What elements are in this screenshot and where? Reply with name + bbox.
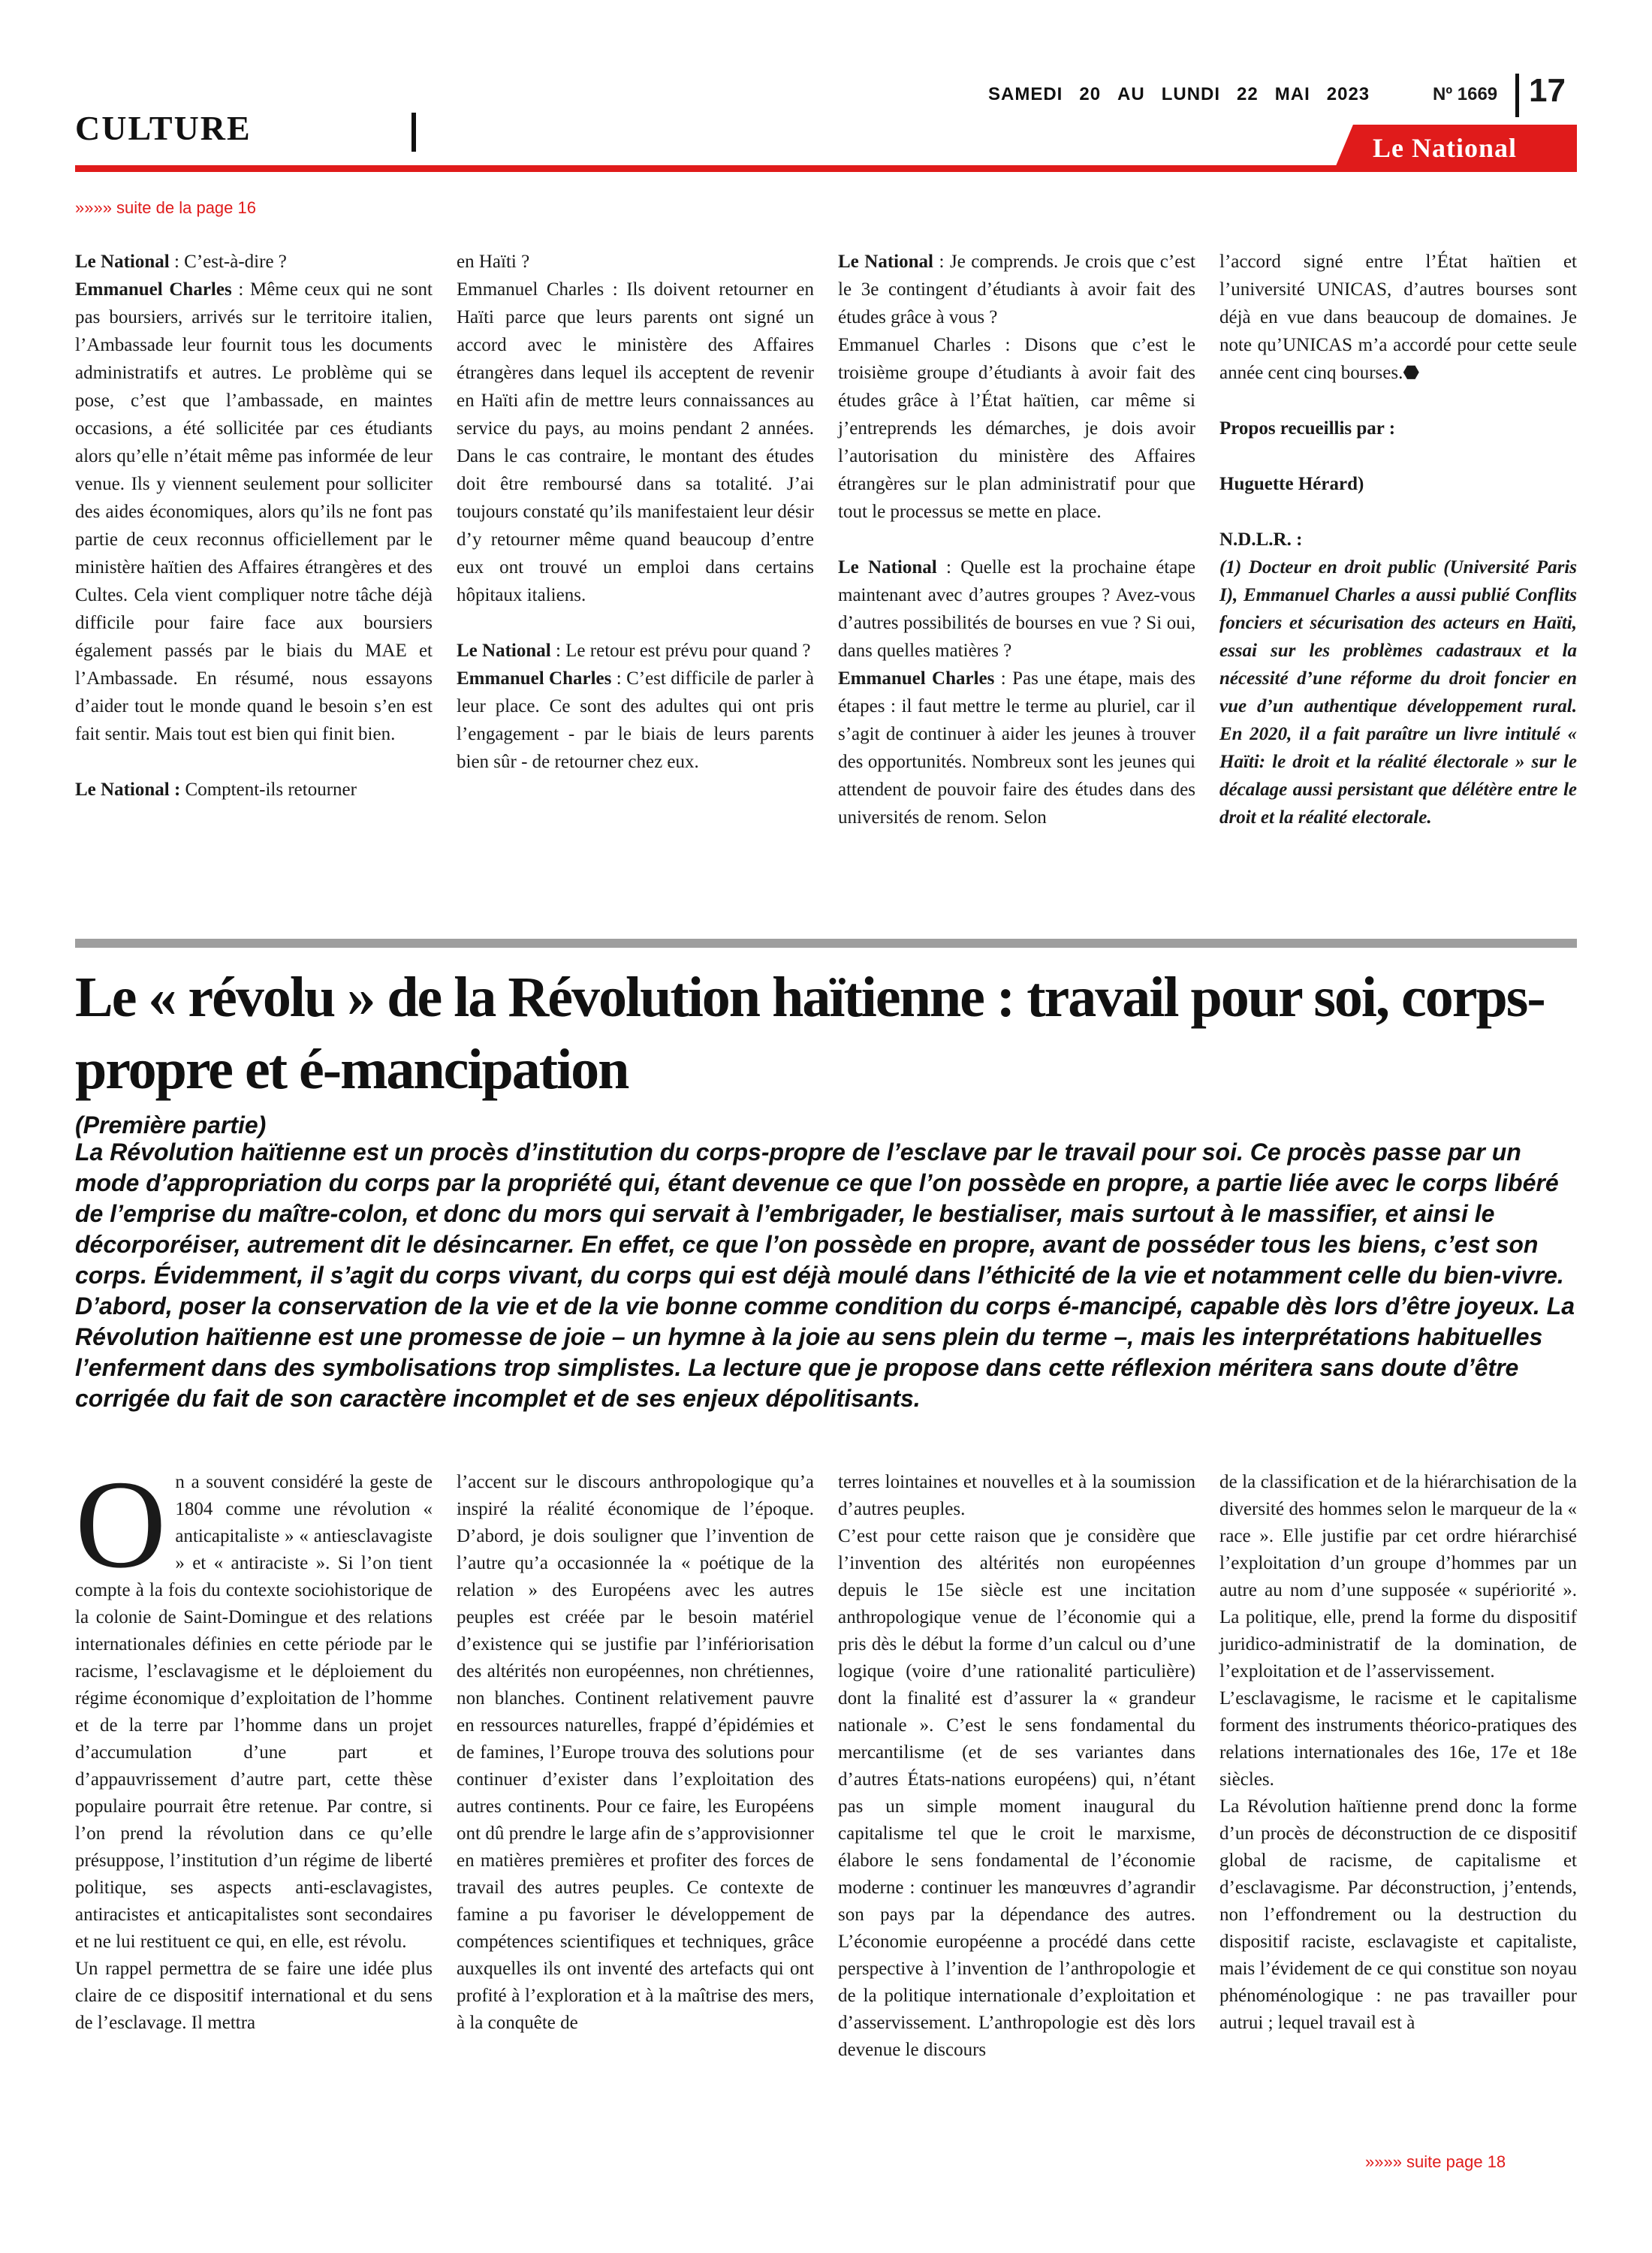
- date-day-1: 20: [1079, 84, 1102, 104]
- section-grey-rule: [75, 939, 1577, 948]
- article-column-3: [838, 1469, 1195, 2064]
- speaker-label: Emmanuel Charles: [838, 668, 995, 689]
- interview-paragraph: [838, 248, 1195, 331]
- paragraph-text: Comptent-ils retourner: [180, 780, 357, 800]
- paragraph-text: : C’est-à-dire ?: [169, 252, 287, 272]
- interview-paragraph: [838, 553, 1195, 665]
- article-title: Le « révolu » de la Révolution haïtienne : travail pour soi, corps-propre et é-mancipation: [75, 966, 1545, 1101]
- interview-paragraph: en Haïti ?: [457, 252, 530, 272]
- article-paragraph: Un rappel permettra de se faire une idée plus claire de ce dispositif international et du sens de l’esclavage. Il mettra: [75, 1959, 433, 2033]
- paragraph-text: : Même ceux qui ne sont pas boursiers, arrivés sur le territoire italien, l’Ambassade leur fournit tous les documents administratifs et autres. Le problème qui se pose, c’est que l’ambassade, en maintes occasions, a été sollicitée par ces étudiants alors qu’elle n’était même pas informée de leur venue. Ils y viennent seulement pour solliciter des aides économiques, alors qu’ils ne font pas partie de ceux reconnus officiellement par le ministère haïtien des Affaires étrangères et des Cultes. Cela vient compliquer notre tâche déjà difficile pour faire face aux boursiers également passés par le biais du MAE et l’Ambassade. En résumé, nous essayons d’aider tout le monde quand le besoin s’en est fait sentir. Mais tout est bien qui finit bien.: [75, 279, 433, 744]
- ndlr-note: (1) Docteur en droit public (Université Paris I), Emmanuel Charles a aussi publié Conflits fonciers et sécurisation des acteurs en Haïti, essai sur les problèmes cadastraux et la nécessité d’une réforme du droit foncier en vue d’un authentique développement rural. En 2020, il a fait paraître un livre intitulé « Haïti: le droit et la réalité électorale » sur le décalage aussi persistant que délétère entre le droit et la réalité electorale.: [1219, 557, 1577, 828]
- interview-paragraph: [75, 776, 433, 804]
- date-weekday-2: LUNDI: [1161, 84, 1221, 104]
- speaker-label: Le National :: [75, 780, 181, 800]
- article-lead: La Révolution haïtienne est un procès d’institution du corps-propre de l’esclave par le travail pour soi. Ce procès passe par un mode d’appropriation du corps par la propriété qui, étant devenue ce que l’on possède en propre, a partie liée avec le corps libéré de l’emprise du maître-colon, et donc du mors qui servait à l’embrigader, le bestialiser, mais surtout à le massifier, et ainsi le décorporéiser, autrement dit le désincarner. En effet, ce que l’on possède en propre, avant de posséder tous les biens, c’est son corps. Évidemment, il s’agit du corps vivant, du corps qui est déjà moulé dans l’éthicité de la vie et notamment celle du bien-vivre. D’abord, poser la conservation de la vie et de la vie bonne comme condition du corps é-mancipé, capable dès lors d’être joyeux. La Révolution haïtienne est une promesse de joie – un hymne à la joie au sens plein du terme –, mais les interprétations habituelles l’enferment dans des symbolisations trop simplistes. La lecture que je propose dans cette réflexion méritera sans doute d’être corrigée du fait de son caractère incomplet et de ses enjeux dépolitisants.: [75, 1139, 1575, 1412]
- article-column-4: [1219, 1469, 1577, 2037]
- credit-name-text: Huguette Hérard): [1219, 474, 1364, 494]
- interview-paragraph: [75, 276, 433, 748]
- credit-label-text: Propos recueillis par :: [1219, 418, 1396, 439]
- speaker-label: Le National: [838, 557, 937, 578]
- article-paragraph: [75, 1455, 433, 1956]
- section-label: CULTURE: [75, 109, 252, 147]
- article-paragraph: C’est pour cette raison que je considère que l’invention des altérités non européennes depuis le 15e siècle est une incitation anthropologique venue de l’économie qui a pris dès le début la forme d’un calcul ou d’une logique (voire d’une rationalité particulière) dont la finalité est d’assurer la « grandeur nationale ». C’est le sens fondamental du mercantilisme (et de ses variantes dans d’autres États-nations européens) qui, n’étant pas un simple moment inaugural du capitalisme tel que le croit le marxisme, élabore le sens fondamental de l’économie moderne : continuer les manœuvres d’agrandir son pays par la dépendance des autres. L’économie européenne a procédé dans cette perspective à l’invention de l’anthropologie et de la politique internationale d’exploitation et d’asservissement. L’anthropologie est dès lors devenue le discours: [838, 1526, 1195, 2060]
- article-paragraph: terres lointaines et nouvelles et à la soumission d’autres peuples.: [838, 1472, 1195, 1519]
- paragraph-text: : Le retour est prévu pour quand ?: [550, 641, 811, 661]
- article-paragraph: l’accent sur le discours anthropologique qu’a inspiré la réalité économique de l’époque. D’abord, je dois souligner que l’invention de l’autre qu’a occasionnée la « poétique de la relation » des Européens avec les autres peuples est créée par le besoin matériel d’existence qui se justifie par l’infériorisation des altérités non européennes, non chrétiennes, non blanches. Continent relativement pauvre en ressources naturelles, frappé d’épidémies et de famines, l’Europe trouva des solutions pour continuer d’exister dans l’exploitation des autres continents. Pour ce faire, les Européens ont dû prendre le large afin de s’approvisionner en matières premières et profiter des forces de travail des autres peuples. Ce contexte de famine a pu favoriser le développement de compétences scientifiques et techniques, grâce auxquelles ils ont inventé des artefacts qui ont profité à l’exploration et à la maîtrise des mers, à la conquête de: [457, 1472, 814, 2033]
- interview-column-3: [838, 248, 1195, 831]
- date-line: [988, 84, 1386, 105]
- interview-paragraph: [838, 665, 1195, 831]
- ndlr-label: [1219, 526, 1577, 553]
- article-kicker: (Première partie): [75, 1111, 267, 1139]
- interview-paragraph: Emmanuel Charles : Disons que c’est le troisième groupe d’étudiants à avoir fait des études grâce à l’État haïtien, car même si j’entreprends les démarches, je dois avoir l’autorisation du ministère des Affaires étrangères sur le plan administratif pour que tout le processus se mette en place.: [838, 335, 1195, 522]
- interview-column-2: [457, 248, 814, 776]
- issue-number: Nº 1669: [1433, 84, 1498, 104]
- paragraph-text: : Je comprends. Je crois que c’est le 3e contingent d’étudiants à avoir fait des études grâce à vous ?: [838, 252, 1195, 327]
- date-day-2: 22: [1237, 84, 1259, 104]
- paragraph-text: : Pas une étape, mais des étapes : il faut mettre le terme au pluriel, car il s’agit de continuer à aider les jeunes à trouver des opportunités. Nombreux sont les jeunes qui attendent de pouvoir faire des études dans des universités de renom. Selon: [838, 668, 1195, 828]
- speaker-label: Le National: [457, 641, 551, 661]
- article-paragraph: La Révolution haïtienne prend donc la forme d’un procès de déconstruction de ce dispositif global de racisme, de capitalisme et d’esclavagisme. Par déconstruction, j’entends, non l’effondrement ou la destruction du dispositif raciste, esclavagiste et capitaliste, mais l’évidement de ce qui constitue son noyau phénoménologique : ne pas travailler pour autrui ; lequel travail est à: [1219, 1796, 1577, 2033]
- page-number: 17: [1529, 72, 1566, 109]
- interview-credit-name: [1219, 470, 1577, 498]
- ndlr-label-text: N.D.L.R. :: [1219, 529, 1303, 550]
- article-paragraph: L’esclavagisme, le racisme et le capitalisme forment des instruments théorico-pratiques des relations internationales des 16e, 17e et 18e siècles.: [1219, 1688, 1577, 1790]
- speaker-label: Emmanuel Charles: [457, 668, 612, 689]
- continued-from: »»»» suite de la page 16: [75, 198, 256, 217]
- speaker-label: Le National: [75, 252, 170, 272]
- paragraph-text: : Quelle est la prochaine étape maintenant avec d’autres groupes ? Avez-vous d’autres possibilités de bourses en vue ? Si oui, dans quelles matières ?: [838, 557, 1195, 661]
- speaker-label: Emmanuel Charles: [75, 279, 232, 300]
- interview-paragraph: Emmanuel Charles : Ils doivent retourner en Haïti parce que leurs parents ont signé un accord avec le ministère des Affaires étrangères dans lequel ils acceptent de revenir en Haïti afin de mettre leurs connaissances au service du pays, au moins pendant 2 années. Dans le cas contraire, le montant des études doit être remboursé dans sa totalité. J’ai toujours constaté qu’ils manifestaient leur désir d’y retourner même quand beaucoup d’entre eux ont trouvé un emploi dans certains hôpitaux italiens.: [457, 279, 814, 605]
- interview-column-4: [1219, 248, 1577, 831]
- continued-to-link[interactable]: »»»» suite page 18: [1365, 2152, 1506, 2171]
- date-weekday-1: SAMEDI: [988, 84, 1063, 104]
- section-divider: [411, 113, 416, 152]
- article-paragraph: de la classification et de la hiérarchisation de la diversité des hommes selon le marqueur de la « race ». Elle justifie par cet ordre hiérarchisé l’exploitation d’un groupe d’hommes par un autre au nom d’une supposée « supériorité ». La politique, elle, prend la forme du dispositif juridico-administratif de la domination, de l’exploitation et de l’asservissement.: [1219, 1472, 1577, 1681]
- article-column-2: [457, 1469, 814, 2037]
- date-month: MAI: [1274, 84, 1310, 104]
- article-column-1: [75, 1455, 433, 2037]
- page-number-divider: [1515, 74, 1519, 117]
- interview-paragraph: l’accord signé entre l’État haïtien et l’université UNICAS, d’autres bourses sont déjà en vue dans beaucoup de domaines. Je note qu’UNICAS m’a accordé pour cette seule année cent cinq bourses.⬣: [1219, 252, 1577, 383]
- brand-name: Le National: [1373, 133, 1518, 163]
- interview-paragraph: [75, 248, 433, 276]
- interview-column-1: [75, 248, 433, 804]
- paragraph-text: : C’est difficile de parler à leur place. Ce sont des adultes qui ont pris l’engagement - par le biais de leurs parents bien sûr - de retourner chez eux.: [457, 668, 814, 772]
- interview-credit-label: [1219, 415, 1577, 442]
- date-au: AU: [1117, 84, 1145, 104]
- date-year: 2023: [1326, 84, 1370, 104]
- speaker-label: Le National: [838, 252, 933, 272]
- interview-paragraph: [457, 665, 814, 776]
- drop-cap: O: [75, 1455, 167, 1594]
- paragraph-text: n a souvent considéré la geste de 1804 comme une révolution « anticapitaliste » « antiesclavagiste » et « antiraciste ». Si l’on tient compte à la fois du contexte sociohistorique de la colonie de Saint-Domingue et des relations internationales définies en cette période par le racisme, l’esclavagisme et le déploiement du régime économique d’exploitation de l’homme et de la terre par l’homme dans un projet d’accumulation d’une part et d’appauvrissement d’autre part, cette thèse populaire pourrait être retenue. Par contre, si l’on prend la révolution dans ce qu’elle présuppose, l’institution d’un régime de liberté politique, ses aspects anti-esclavagistes, antiracistes et anticapitalistes sont secondaires et ne lui restituent ce qui, en elle, est révolu.: [75, 1472, 433, 1952]
- interview-paragraph: [457, 637, 814, 665]
